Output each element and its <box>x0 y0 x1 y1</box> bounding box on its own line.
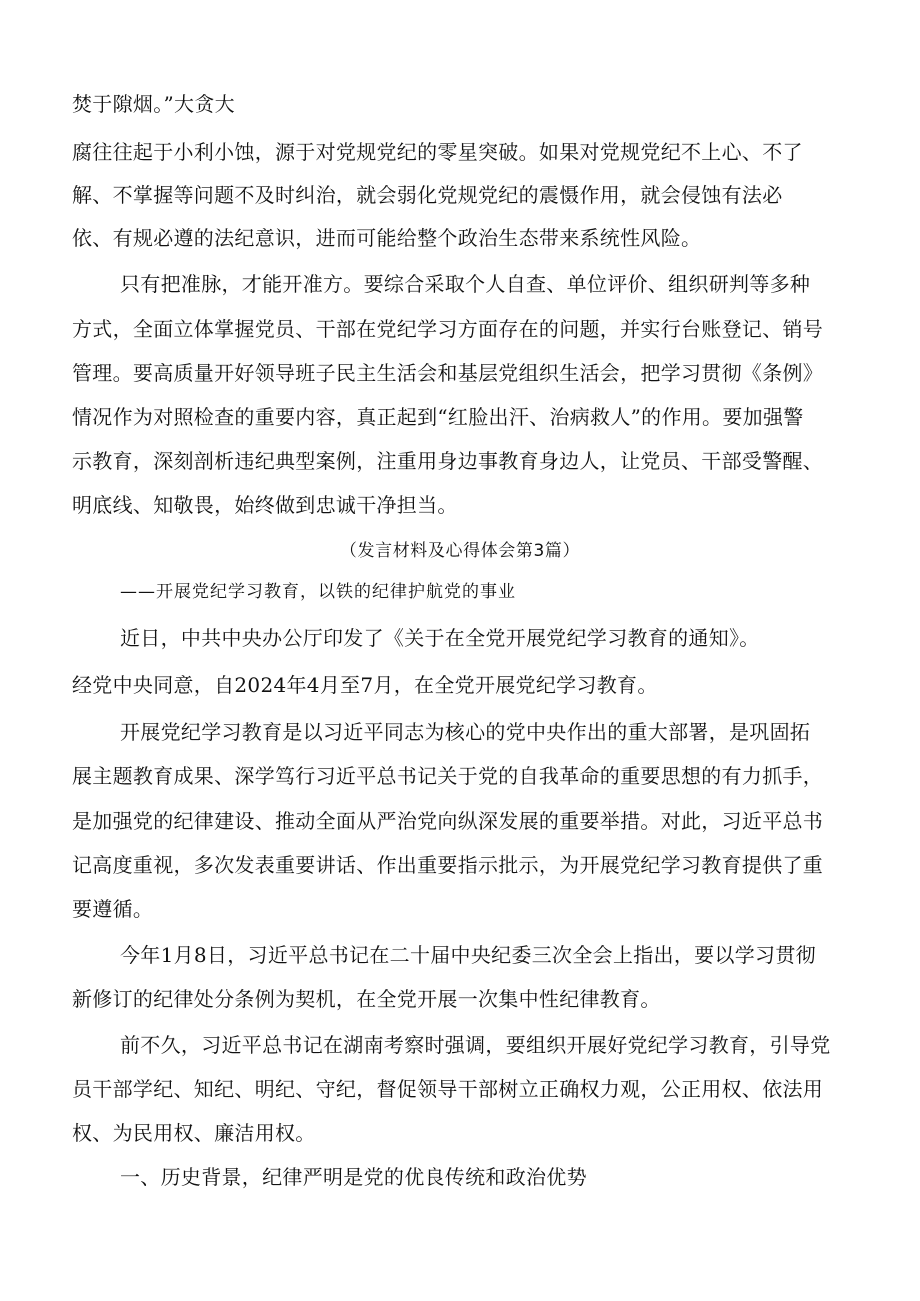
text-line-6: 方式，全面立体掌握党员、干部在党纪学习方面存在的问题，并实行台账登记、销号 <box>72 317 824 341</box>
text-line-10: 明底线、知敬畏，始终做到忠诚干净担当。 <box>72 493 458 517</box>
section-title: （发言材料及心得体会第3篇） <box>339 541 581 561</box>
text-line-5: 只有把准脉，才能开准方。要综合采取个人自查、单位评价、组织研判等多种 <box>120 272 811 296</box>
text-line-22: 前不久，习近平总书记在湖南考察时强调，要组织开展好党纪学习教育，引导党 <box>120 1033 831 1057</box>
text-line-8: 情况作为对照检查的重要内容，真正起到“红脸出汗、治病救人”的作用。要加强警 <box>72 405 804 429</box>
section-heading: 一、历史背景，纪律严明是党的优良传统和政治优势 <box>120 1165 587 1189</box>
text-line-21: 新修订的纪律处分条例为契机，在全党开展一次集中性纪律教育。 <box>72 987 661 1011</box>
text-line-4: 依、有规必遵的法纪意识，进而可能给整个政治生态带来系统性风险。 <box>72 226 702 250</box>
section-subtitle: ——开展党纪学习教育，以铁的纪律护航党的事业 <box>120 582 516 602</box>
text-line-9: 示教育，深刻剖析违纪典型案例，注重用身边事教育身边人，让党员、干部受警醒、 <box>72 449 824 473</box>
text-line-18: 记高度重视，多次发表重要讲话、作出重要指示批示，为开展党纪学习教育提供了重 <box>72 853 824 877</box>
text-line-1: 焚于隙烟。”大贪大 <box>72 92 235 116</box>
text-line-19: 要遵循。 <box>72 897 154 921</box>
text-line-17: 是加强党的纪律建设、推动全面从严治党向纵深发展的重要举措。对此，习近平总书 <box>72 809 824 833</box>
text-line-7: 管理。要高质量开好领导班子民主生活会和基层党组织生活会，把学习贯彻《条例》 <box>72 361 824 385</box>
text-line-13: 近日，中共中央办公厅印发了《关于在全党开展党纪学习教育的通知》。 <box>120 626 760 650</box>
text-line-20: 今年1月8日，习近平总书记在二十届中央纪委三次全会上指出，要以学习贯彻 <box>120 943 816 967</box>
text-line-15: 开展党纪学习教育是以习近平同志为核心的党中央作出的重大部署，是巩固拓 <box>120 720 811 744</box>
text-line-16: 展主题教育成果、深学笃行习近平总书记关于党的自我革命的重要思想的有力抓手， <box>72 764 824 788</box>
text-line-23: 员干部学纪、知纪、明纪、守纪，督促领导干部树立正确权力观，公正用权、依法用 <box>72 1077 824 1101</box>
text-line-2: 腐往往起于小利小蚀，源于对党规党纪的零星突破。如果对党规党纪不上心、不了 <box>72 140 803 164</box>
text-line-14: 经党中央同意，自2024年4月至7月，在全党开展党纪学习教育。 <box>72 673 658 697</box>
text-line-3: 解、不掌握等问题不及时纠治，就会弱化党规党纪的震慑作用，就会侵蚀有法必 <box>72 183 783 207</box>
text-line-24: 权、为民用权、廉洁用权。 <box>72 1121 316 1145</box>
